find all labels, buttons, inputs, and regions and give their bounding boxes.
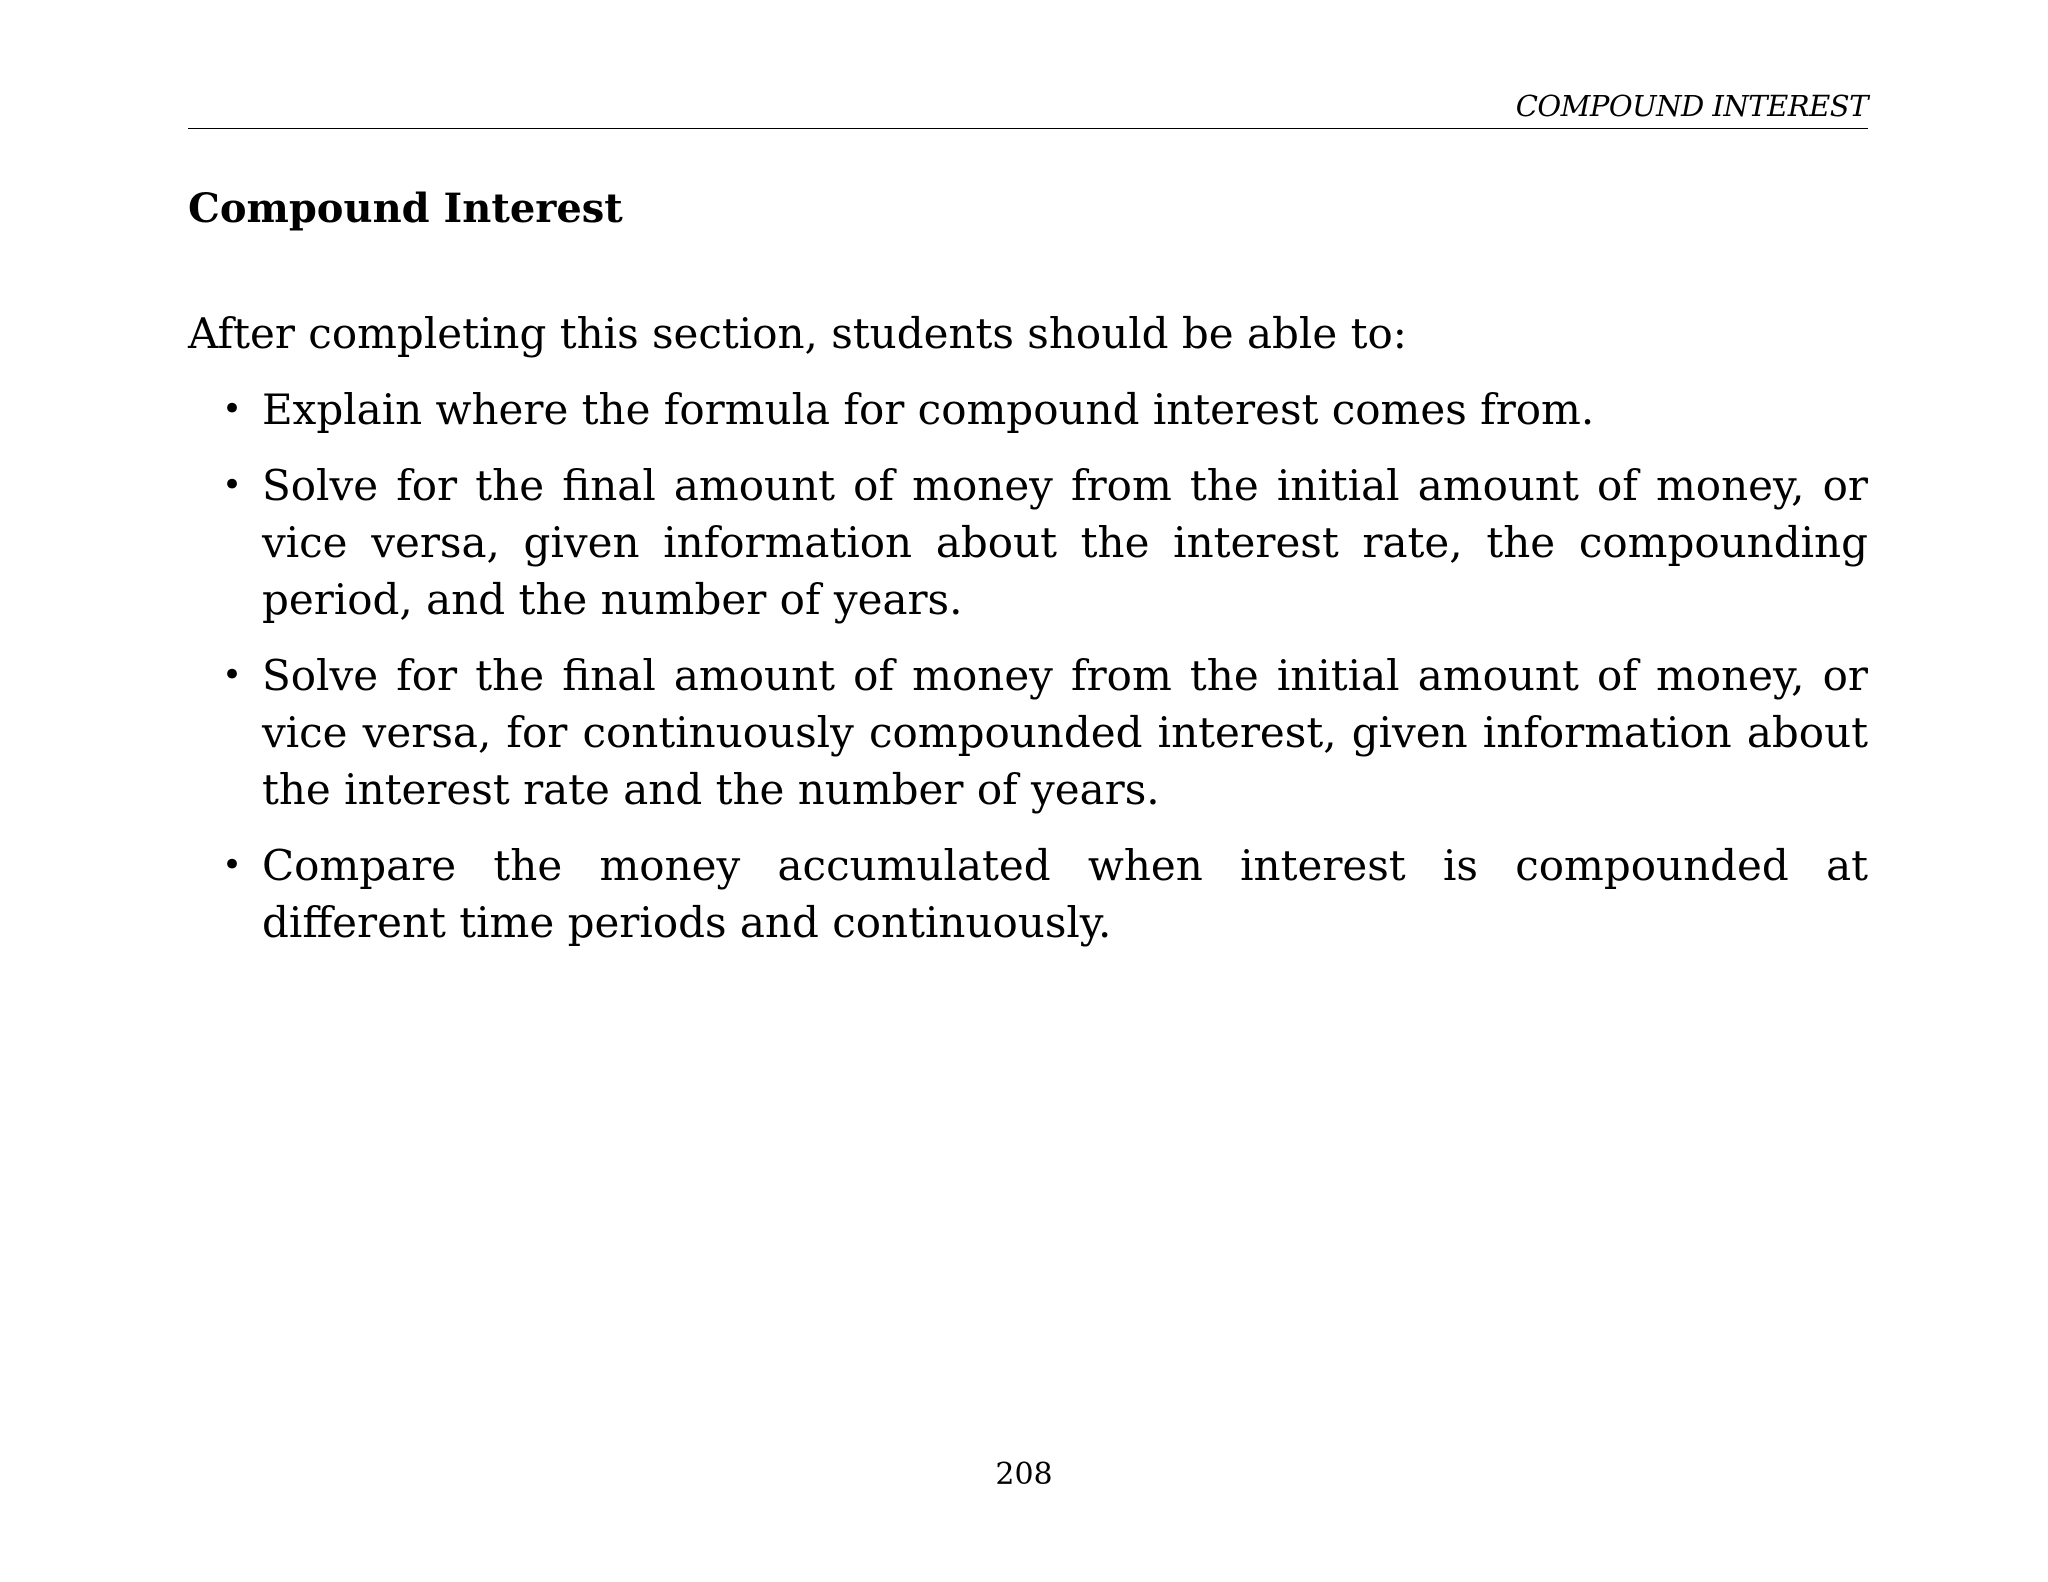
bullet-icon: • [222, 465, 243, 505]
running-header: COMPOUND INTEREST [1515, 89, 1868, 123]
bullet-icon: • [222, 655, 243, 695]
header-rule [188, 128, 1868, 129]
list-item [188, 837, 1868, 951]
objective-text: Compare the money accumulated when interest is compounded at different time periods and continuously. [262, 841, 1868, 947]
page-number: 208 [995, 1457, 1053, 1492]
learning-objectives-list [188, 381, 1868, 970]
objective-text: Explain where the formula for compound interest comes from. [262, 385, 1595, 434]
list-item [188, 457, 1868, 628]
objective-text: Solve for the final amount of money from the initial amount of money, or vice versa, given information about the interest rate, the compounding period, and the number of years. [262, 461, 1868, 624]
list-item [188, 647, 1868, 818]
intro-text: After completing this section, students should be able to: [188, 309, 1407, 358]
list-item [188, 381, 1868, 438]
bullet-icon: • [222, 389, 243, 429]
section-title: Compound Interest [188, 185, 623, 232]
bullet-icon: • [222, 845, 243, 885]
objective-text: Solve for the final amount of money from the initial amount of money, or vice versa, for continuously compounded interest, given information about the interest rate and the number of years. [262, 651, 1868, 814]
